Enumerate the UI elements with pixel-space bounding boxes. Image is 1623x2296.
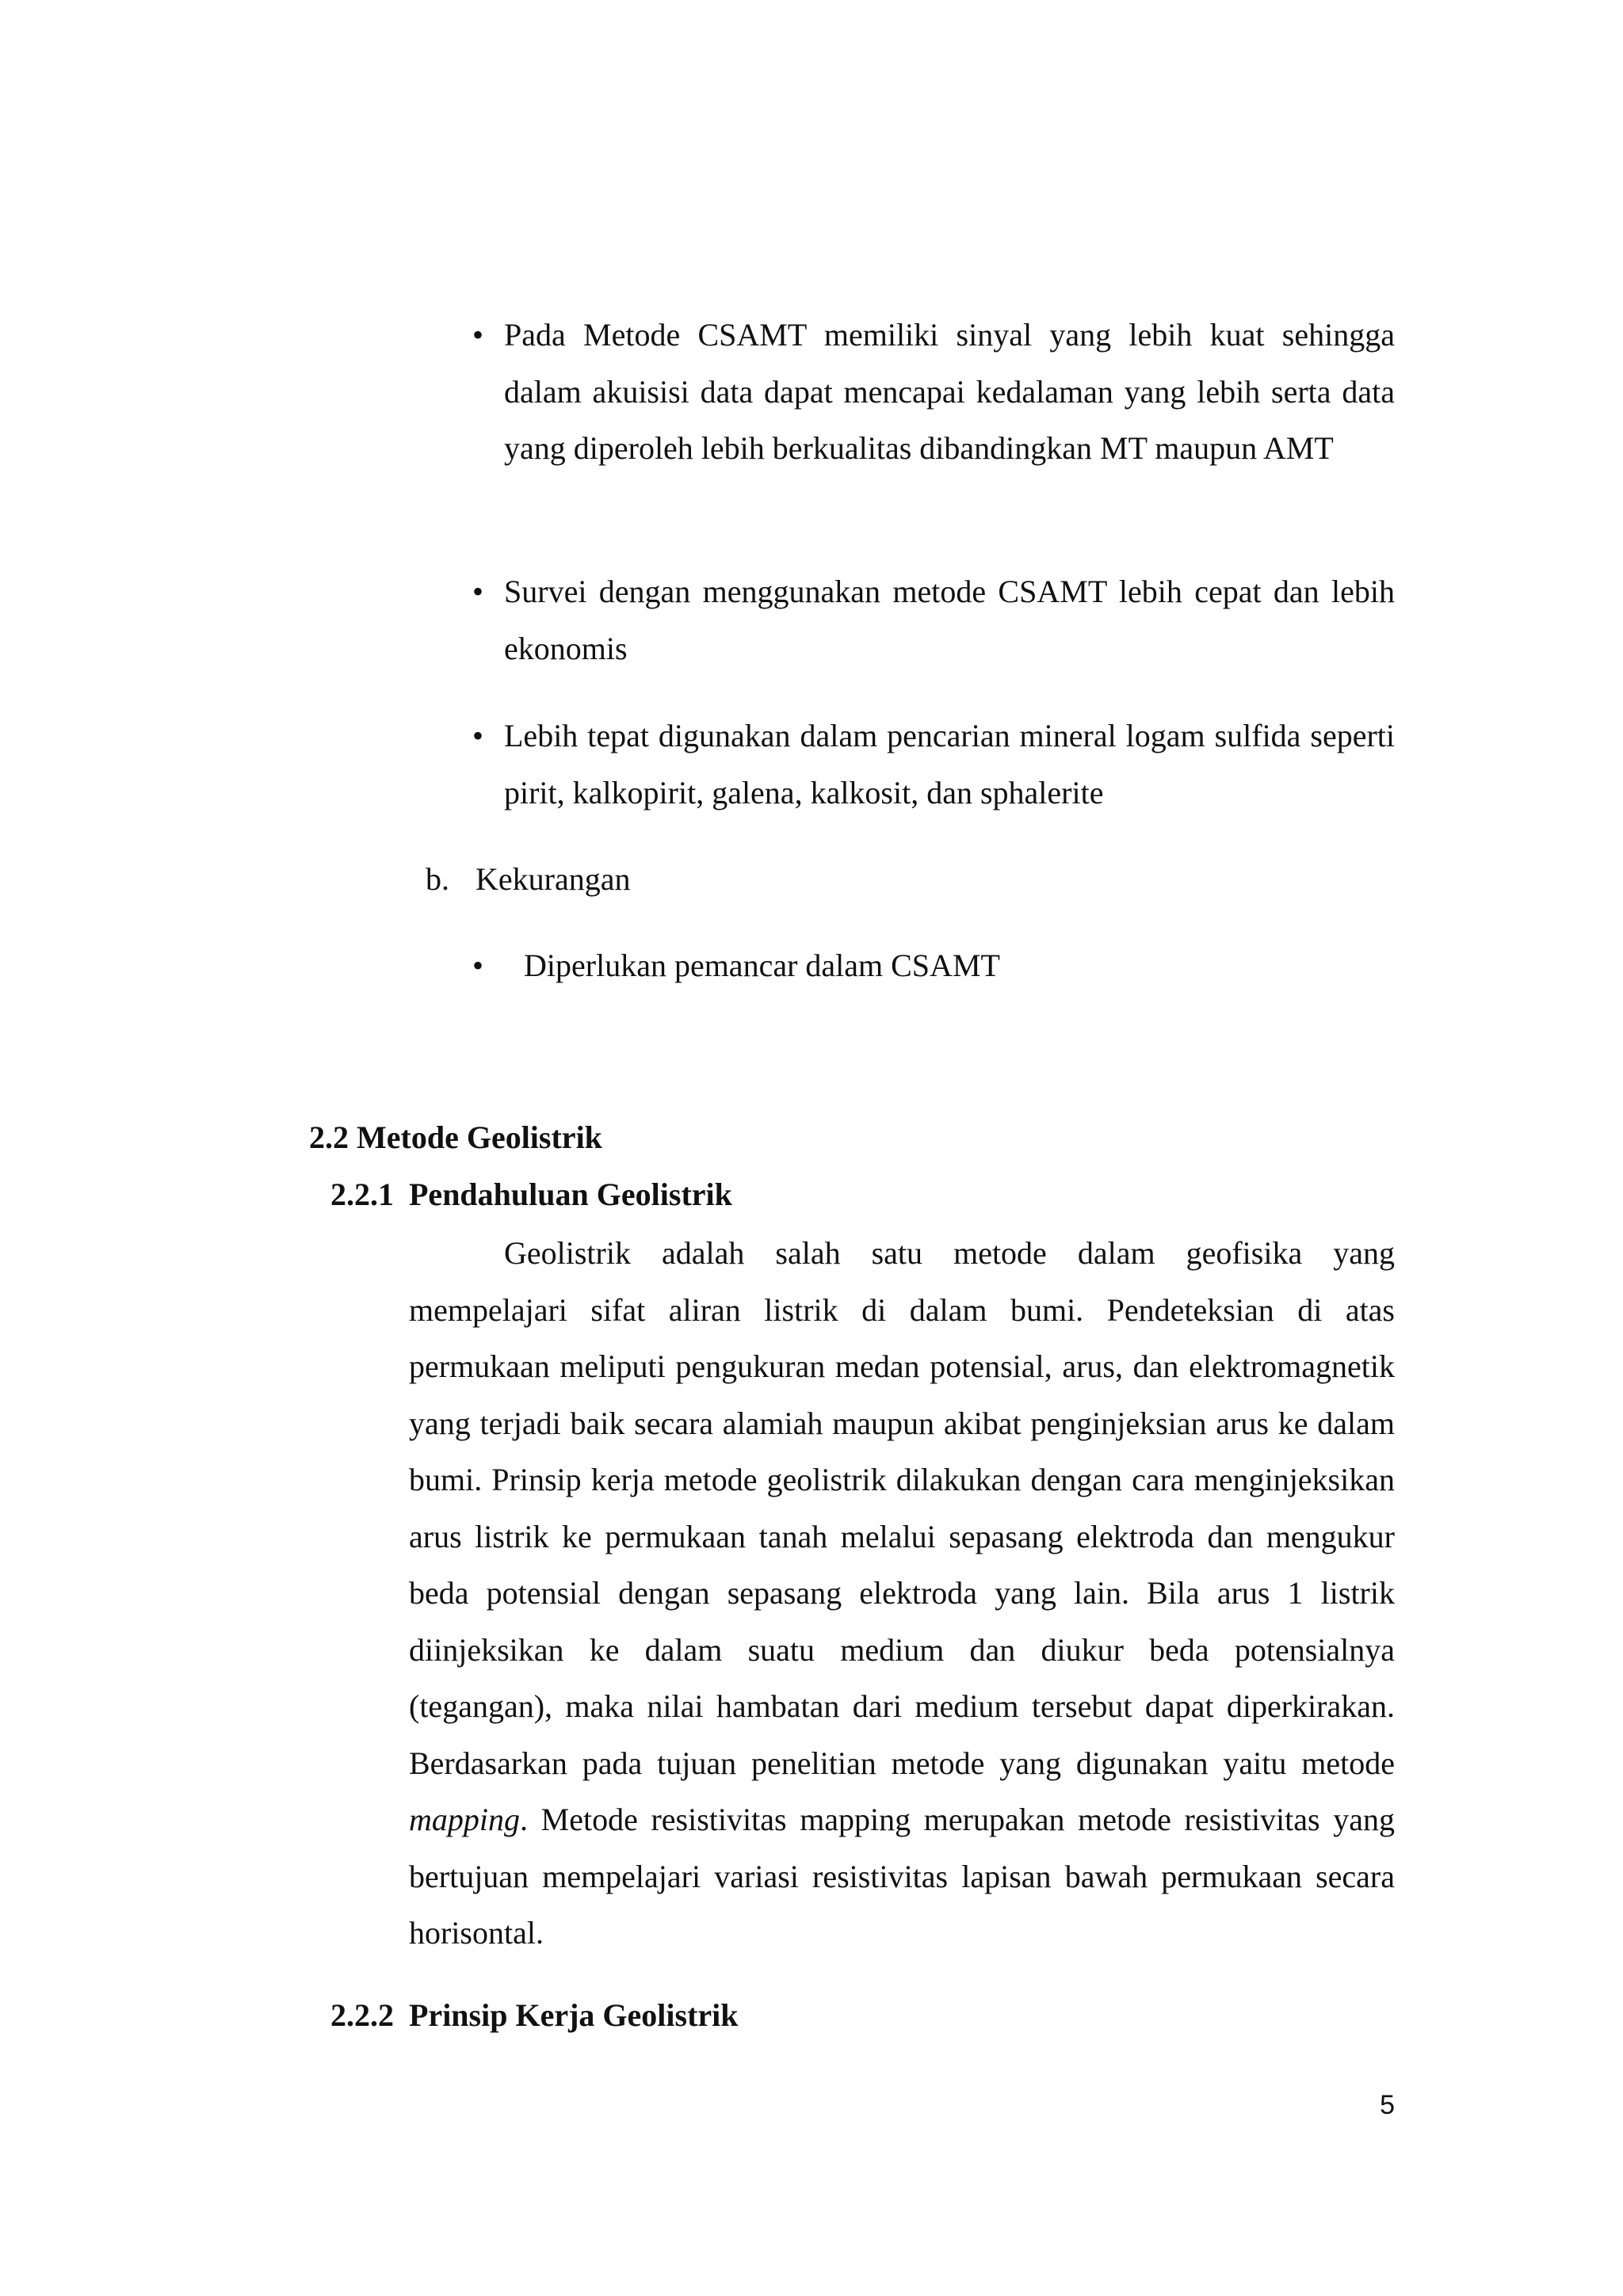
bullet-marker: • bbox=[472, 948, 484, 983]
page-number: 5 bbox=[1380, 2090, 1395, 2120]
advantage-item-2: Survei dengan menggunakan metode CSAMT lebih cepat dan lebih ekonomis bbox=[504, 574, 1395, 666]
section-number-2-2-1: 2.2.1 bbox=[330, 1177, 394, 1212]
paragraph-italic-term: mapping bbox=[409, 1802, 520, 1837]
advantage-item-1: Pada Metode CSAMT memiliki sinyal yang lebih kuat sehingga dalam akuisisi data dapat mencapai kedalaman yang lebih serta data yang diperoleh lebih berkualitas dibandingkan MT maupun AMT bbox=[504, 317, 1395, 466]
disadvantage-item-1: Diperlukan pemancar dalam CSAMT bbox=[524, 948, 1000, 983]
paragraph-text-part-1: Geolistrik adalah salah satu metode dalam geofisika yang mempelajari sifat aliran listrik di dalam bumi. Pendeteksian di atas permukaan meliputi pengukuran medan potensial, arus, dan elektromagnetik yang terjadi baik secara alamiah maupun akibat penginjeksian arus ke dalam bumi. Prinsip kerja metode geolistrik dilakukan dengan cara menginjeksikan arus listrik ke permukaan tanah melalui sepasang elektroda dan mengukur beda potensial dengan sepasang elektroda yang lain. Bila arus 1 listrik diinjeksikan ke dalam suatu medium dan diukur beda potensialnya (tegangan), maka nilai hambatan dari medium tersebut dapat diperkirakan. Berdasarkan pada tujuan penelitian metode yang digunakan yaitu metode bbox=[409, 1235, 1395, 1781]
paragraph-text-part-2: . Metode resistivitas mapping merupakan metode resistivitas yang bertujuan mempelajari variasi resistivitas lapisan bawah permukaan secara horisontal. bbox=[409, 1802, 1395, 1951]
disadvantages-title: Kekurangan bbox=[475, 861, 631, 897]
bullet-marker: • bbox=[472, 574, 484, 609]
advantage-item-3: Lebih tepat digunakan dalam pencarian mineral logam sulfida seperti pirit, kalkopirit, galena, kalkosit, dan sphalerite bbox=[504, 718, 1395, 810]
section-heading-2-2: 2.2 Metode Geolistrik bbox=[309, 1119, 602, 1155]
section-number-2-2-2: 2.2.2 bbox=[330, 1997, 394, 2033]
bullet-marker: • bbox=[472, 718, 484, 753]
section-heading-2-2-2: Prinsip Kerja Geolistrik bbox=[409, 1997, 739, 2033]
bullet-marker: • bbox=[472, 317, 484, 353]
section-heading-2-2-1: Pendahuluan Geolistrik bbox=[409, 1177, 732, 1212]
body-paragraph-geolistrik bbox=[409, 1225, 1395, 1962]
list-marker-b: b. bbox=[426, 861, 449, 897]
